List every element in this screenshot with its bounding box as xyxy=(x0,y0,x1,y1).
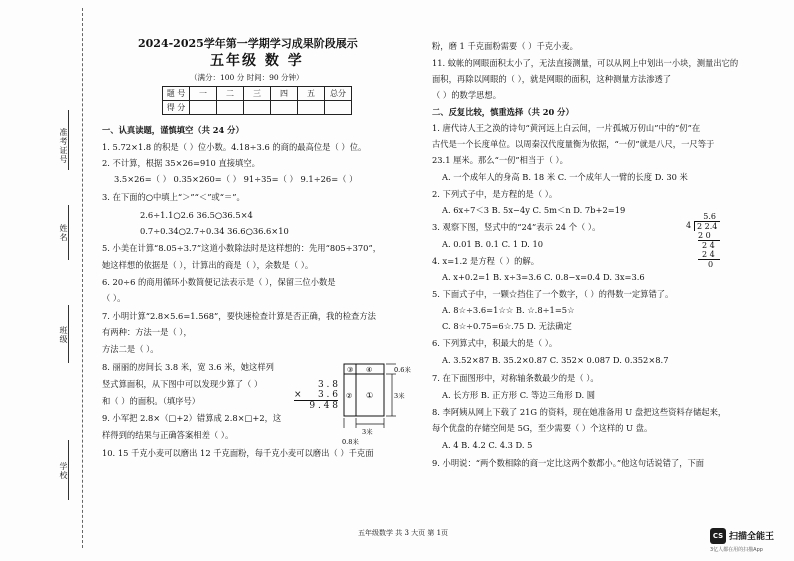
question-line: 23.1 厘米。那么“一仞”相当于（ ）。 xyxy=(432,155,568,165)
question-line: 7. 小明计算“2.8×5.6=1.568”，要快速检查计算是否正确，我的检查方法 xyxy=(102,311,376,321)
section-1-title: 一、认真读题，谨慎填空（共 24 分） xyxy=(102,125,244,135)
mult-operator: × xyxy=(294,390,302,400)
question-line: 8. 李阿姨从网上下载了 21G 的资料，现在她准备用 U 盘把这些资料存储起来， xyxy=(432,407,727,417)
question-line: （ ）。 xyxy=(102,293,126,303)
question-line: 3.5×26=（ ） 0.35×260=（ ） 91÷35=（ ） 9.1÷26=（ ） xyxy=(114,174,358,184)
div-dividend: 2 2.4 xyxy=(694,221,720,231)
question-line: 方法二是（ ）。 xyxy=(102,344,159,354)
choice-line: A. 8☆÷3.6=1☆☆ B. ☆.8÷1=5☆ xyxy=(442,305,575,315)
question-line: 2. 不计算，根据 35×26=910 直接填空。 xyxy=(102,158,260,168)
choice-line: A. 0.01 B. 0.1 C. 1 D. 10 xyxy=(442,239,544,249)
question-line: 1. 唐代诗人王之涣的诗句“黄河远上白云间，一片孤城万仞山”中的“仞”在 xyxy=(432,123,701,133)
score-cell: 五 xyxy=(298,87,325,101)
choice-line: A. 长方形 B. 正方形 C. 等边三角形 D. 圆 xyxy=(442,390,596,400)
div-divisor: 4 xyxy=(686,221,692,230)
long-division xyxy=(686,212,720,269)
region-label: ④ xyxy=(366,366,373,374)
region-label: ② xyxy=(346,392,353,400)
score-input[interactable] xyxy=(244,101,271,115)
camscanner-logo-icon: CS xyxy=(710,528,726,544)
fold-line xyxy=(82,8,83,548)
choice-line: A. x+0.2=1 B. x÷3=3.6 C. 0.8−x=0.4 D. 3x=3.6 xyxy=(442,272,645,282)
question-line: 有两种：方法一是（ ）， xyxy=(102,327,192,337)
label-name: 姓名 xyxy=(59,224,68,242)
div-step: 2 4 xyxy=(698,240,720,250)
question-line: （ ）的数学思想。 xyxy=(432,90,502,100)
scanner-name: 扫描全能王 xyxy=(729,532,775,542)
mult-row xyxy=(294,390,338,400)
question-line: 面积，再除以网眼的（ ），就是网眼的面积，这种测量方法渗透了 xyxy=(432,74,672,84)
div-dividend-row xyxy=(686,221,720,231)
score-input[interactable] xyxy=(271,101,298,115)
exam-title: 2024-2025学年第一学期学习成果阶段展示 xyxy=(138,37,358,50)
score-cell: 四 xyxy=(271,87,298,101)
class-line xyxy=(68,305,69,363)
score-cell: 总分 xyxy=(325,87,352,101)
question-line: 3. 在下面的○中填上“＞”“＜”或“＝”。 xyxy=(102,192,245,202)
name-line xyxy=(68,205,69,260)
dim-label: 3米 xyxy=(362,428,373,436)
dim-label: 0.6米 xyxy=(394,366,411,374)
question-line: 她这样想的依据是（ ），计算出的商是（ ），余数是（ ）。 xyxy=(102,260,314,270)
question-line: 每个优盘的存储空间是 5G，至少需要（ ）个这样的 U 盘。 xyxy=(432,423,653,433)
scanner-tagline: 3亿人都在用的扫描App xyxy=(710,547,763,553)
question-line: 8. 丽丽的房间长 3.8 米，宽 3.6 米，她这样列 xyxy=(102,362,274,372)
div-step: 0 xyxy=(698,259,720,269)
region-label: ③ xyxy=(347,366,354,374)
vertical-multiplication xyxy=(294,380,338,411)
score-cell: 三 xyxy=(244,87,271,101)
choice-line: A. 一个成年人的身高 B. 18 米 C. 一个成年人一臂的长度 D. 30 米 xyxy=(442,172,688,182)
question-line: 3. 观察下图，竖式中的“24”表示 24 个（ ）。 xyxy=(432,222,601,232)
score-cell: 一 xyxy=(190,87,217,101)
score-cell: 二 xyxy=(217,87,244,101)
div-quotient: 5.6 xyxy=(703,212,716,221)
question-line: 竖式算面积，从下图中可以发现少算了（ ） xyxy=(102,379,263,389)
label-class: 班级 xyxy=(59,326,68,344)
region-label: ① xyxy=(366,391,374,400)
score-value-row xyxy=(163,101,352,115)
score-header-row xyxy=(163,87,352,101)
right-column xyxy=(428,0,780,561)
question-line: 5. 下面式子中，一颗☆挡住了一个数字，（ ）的得数一定算错了。 xyxy=(432,289,674,299)
div-step: 2 0 xyxy=(698,231,711,240)
question-line: 1. 5.72×1.8 的积是（ ）位小数。4.18÷3.6 的商的最高位是（ ）位。 xyxy=(102,142,367,152)
mult-result: 9 . 4 8 xyxy=(309,401,338,411)
question-line: 0.7÷0.34○2.7÷0.34 36.6○36.6×10 xyxy=(140,226,289,236)
left-column xyxy=(98,0,411,561)
question-line: 9. 小军把 2.8×（□+2）错算成 2.8×□+2，这 xyxy=(102,413,282,423)
score-table xyxy=(162,86,352,115)
subject-title: 五年级 数 学 xyxy=(210,53,304,69)
section-2-title: 二、反复比较，慎重选择（共 20 分） xyxy=(432,107,574,117)
score-cell: 得 分 xyxy=(163,101,190,115)
school-line xyxy=(68,440,69,500)
question-line: 2.6÷1.1○2.6 36.5○36.5×4 xyxy=(140,210,253,220)
choice-line: C. 8☆÷0.75=6☆.75 D. 无法确定 xyxy=(442,321,572,331)
score-input[interactable] xyxy=(325,101,352,115)
question-line: 6. 20÷6 的商用循环小数简便记法表示是（ ），保留三位小数是 xyxy=(102,277,336,287)
question-line: 7. 在下面图形中，对称轴条数最少的是（ ）。 xyxy=(432,373,599,383)
question-line: 6. 下列算式中，积最大的是（ ）。 xyxy=(432,338,558,348)
question-line: 4. x=1.2 是方程（ ）的解。 xyxy=(432,256,540,266)
page-footer: 五年级数学 共 3 大页 第 1页 xyxy=(358,529,449,537)
question-line: 11. 蚊帐的网眼面积太小了，无法直接测量，可以从网上中划出一小块，测量出它的 xyxy=(432,58,739,68)
question-line: 9. 小明说：“两个数相除的商一定比这两个数都小。”他这句话说错了，下面 xyxy=(432,458,705,468)
div-step: 2 4 xyxy=(702,250,715,259)
label-exam-no: 准考证号 xyxy=(59,128,68,164)
score-input[interactable] xyxy=(190,101,217,115)
binding-strip xyxy=(0,0,96,561)
question-line: 5. 小美在计算“8.05÷3.7”这道小数除法时是这样想的：先用“805÷370”， xyxy=(102,243,382,253)
score-cell: 题 号 xyxy=(163,87,190,101)
mult-factor-b: 3 . 6 xyxy=(317,390,338,400)
question-line: 2. 下列式子中，是方程的是（ ）。 xyxy=(432,189,558,199)
score-input[interactable] xyxy=(298,101,325,115)
choice-line: A. 6x÷7＜3 B. 5x−4y C. 5m＜n D. 7b+2=19 xyxy=(442,205,626,215)
choice-line: A. 4 B. 4.2 C. 4.3 D. 5 xyxy=(442,440,533,450)
question-line: 样得到的结果与正确答案相差（ ）。 xyxy=(102,430,234,440)
dim-label: 3米 xyxy=(394,392,405,400)
question-line: 10. 15 千克小麦可以磨出 12 千克面粉，每千克小麦可以磨出（ ）千克面 xyxy=(102,448,374,458)
label-school: 学校 xyxy=(59,462,68,480)
scanner-watermark xyxy=(710,527,792,557)
question-line: 古代是一个长度单位。以周秦汉代度量衡为依据，“一仞”就是八尺，一尺等于 xyxy=(432,139,715,149)
room-area-figure xyxy=(340,362,411,448)
mult-factor-a: 3 . 8 xyxy=(317,380,338,390)
exam-no-line xyxy=(68,110,69,170)
exam-meta: （满分：100 分 时间：90 分钟） xyxy=(190,73,304,82)
question-line: 粉，磨 1 千克面粉需要（ ）千克小麦。 xyxy=(432,41,578,51)
choice-line: A. 3.52×87 B. 35.2×0.87 C. 352× 0.087 D. 0.352×8.7 xyxy=(442,355,669,365)
dim-label: 0.8米 xyxy=(342,438,359,446)
question-line: 和（ ）的面积。（填序号） xyxy=(102,396,201,406)
score-input[interactable] xyxy=(217,101,244,115)
